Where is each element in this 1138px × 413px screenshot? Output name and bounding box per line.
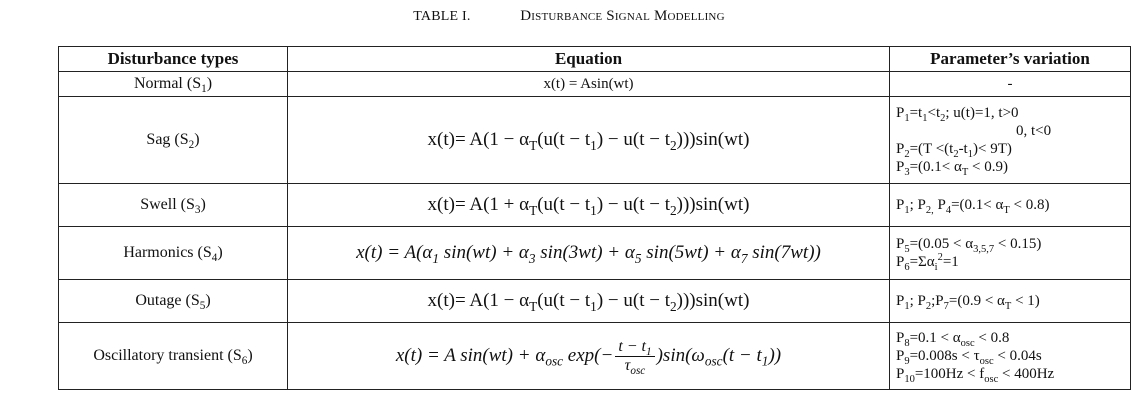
- table-row: [59, 184, 1131, 227]
- param-cell: $P_1$; $P_2;P_7=(0.9 < \alpha_T < 1)$: [890, 280, 1131, 323]
- type-cell: Sag $(S_2)$: [59, 97, 288, 184]
- table-row: [59, 227, 1131, 280]
- param-cell: $P_1$; $P_{2,}$ $P_4=(0.1< \alpha_T < 0.8)$: [890, 184, 1131, 227]
- type-cell: Outage $(S_5)$: [59, 280, 288, 323]
- type-cell: Oscillatory transient $(S_6)$: [59, 323, 288, 390]
- param-cell: $P_5=(0.05 < \alpha_{3,5,7} < 0.15)$ $P_6=\Sigma\alpha_i^2=1$: [890, 227, 1131, 280]
- header-param: Parameter’s variation: [890, 47, 1131, 72]
- param-cell: $P_8=0.1 < \alpha_{osc} < 0.8$ $P_9=0.008s < \tau_{osc} < 0.04s$ $P_{10}=100Hz < f_{osc} < 400Hz$: [890, 323, 1131, 390]
- param-cell: $P_1=t_1<t_2$; u(t)=1, t>0 0, t<0 $P_2=(T <(t_2-t_1)< 9T)$ $P_3=(0.1< \alpha_T < 0.9)$: [890, 97, 1131, 184]
- caption-label: TABLE I.: [413, 9, 471, 24]
- table-row: [59, 97, 1131, 184]
- table-row: [59, 280, 1131, 323]
- equation-cell: $x(t)= A(1 - \alpha_T(u(t - t_1) - u(t - t_2)))\sin(wt)$: [288, 280, 890, 323]
- table-row: [59, 323, 1131, 390]
- equation-cell: $x(t) = A(\alpha_1$ $\sin(wt) + \alpha_3$ $\sin(3wt) + \alpha_5$ $\sin(5wt) + \alpha_7$ sin(7wt)): [288, 227, 890, 280]
- header-equation: Equation: [288, 47, 890, 72]
- type-cell: Swell $(S_3)$: [59, 184, 288, 227]
- type-cell: Normal $(S_1)$: [59, 72, 288, 97]
- table-row: [59, 72, 1131, 97]
- equation-cell: x(t) = A $\sin(wt) + \alpha_{osc}$ exp(− $\frac{t - t_1}{\tau_{osc}}$ )$\sin(\omega_{osc}(t - t_1))$: [288, 323, 890, 390]
- fraction: $\frac{t - t_1}{\tau_{osc}}$: [615, 338, 654, 375]
- equation-cell: x(t) = Asin(wt): [288, 72, 890, 97]
- caption-title: Disturbance Signal Modelling: [520, 8, 725, 24]
- equation-cell: $x(t)= A(1 - \alpha_T(u(t - t_1) - u(t - t_2)))\sin(wt)$: [288, 97, 890, 184]
- type-cell: Harmonics $(S_4)$: [59, 227, 288, 280]
- equation-cell: $x(t)= A(1 + \alpha_T(u(t - t_1) - u(t - t_2)))\sin(wt)$: [288, 184, 890, 227]
- param-cell: -: [890, 72, 1131, 97]
- table-caption: [0, 8, 1138, 25]
- header-type: Disturbance types: [59, 47, 288, 72]
- disturbance-table: [58, 46, 1131, 390]
